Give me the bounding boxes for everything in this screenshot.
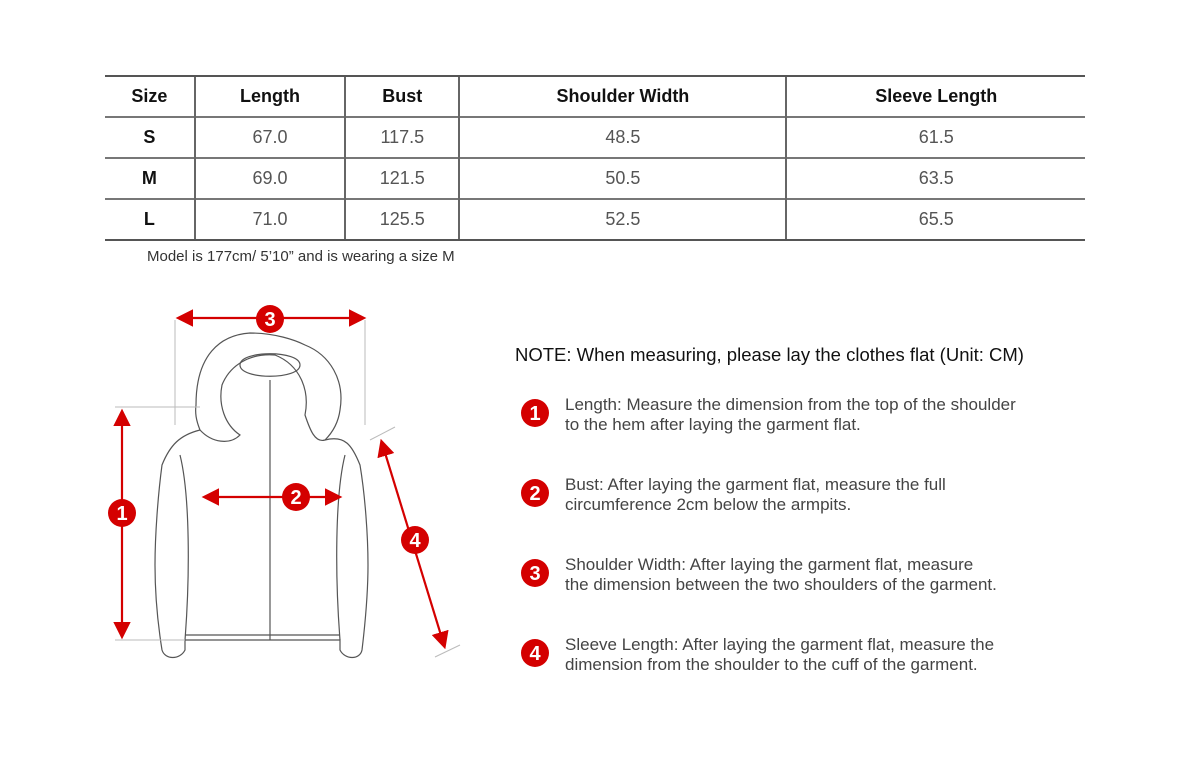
sleeve-cell: 61.5	[786, 117, 1085, 158]
header-size: Size	[105, 76, 195, 117]
step-text	[565, 555, 997, 595]
size-cell: L	[105, 199, 195, 240]
sleeve-cell: 63.5	[786, 158, 1085, 199]
marker-3	[256, 305, 284, 333]
table-row	[105, 199, 1085, 240]
bust-cell: 117.5	[345, 117, 459, 158]
table-row	[105, 117, 1085, 158]
size-chart-table	[105, 75, 1085, 241]
shoulder-cell: 50.5	[459, 158, 786, 199]
number-4-icon	[520, 638, 550, 668]
svg-text:4: 4	[409, 530, 421, 552]
step-text	[565, 635, 994, 675]
number-2-icon	[520, 478, 550, 508]
number-3-icon	[520, 558, 550, 588]
step-text	[565, 475, 946, 515]
svg-text:3: 3	[264, 309, 276, 331]
svg-text:1: 1	[529, 403, 541, 425]
step-line: circumference 2cm below the armpits.	[565, 495, 852, 514]
length-cell: 67.0	[195, 117, 345, 158]
shoulder-cell: 52.5	[459, 199, 786, 240]
step-line: the dimension between the two shoulders of the garment.	[565, 575, 997, 594]
svg-text:4: 4	[529, 643, 541, 665]
svg-text:2: 2	[529, 483, 541, 505]
jacket-measurement-diagram	[100, 295, 480, 715]
bust-cell: 121.5	[345, 158, 459, 199]
step-sleeve-length	[520, 635, 1140, 685]
length-cell: 71.0	[195, 199, 345, 240]
step-shoulder-width	[520, 555, 1140, 605]
bust-cell: 125.5	[345, 199, 459, 240]
marker-2	[282, 483, 310, 511]
number-1-icon	[520, 398, 550, 428]
svg-text:1: 1	[116, 503, 128, 525]
length-cell: 69.0	[195, 158, 345, 199]
step-bust	[520, 475, 1140, 525]
svg-text:2: 2	[290, 487, 302, 509]
note-title: NOTE: When measuring, please lay the clothes flat (Unit: CM)	[515, 344, 1024, 365]
step-line: Sleeve Length: After laying the garment flat, measure the	[565, 635, 995, 654]
step-line: Shoulder Width: After laying the garment flat, measure	[565, 555, 974, 574]
step-text	[565, 395, 1016, 435]
header-shoulder-width: Shoulder Width	[459, 76, 786, 117]
header-sleeve-length: Sleeve Length	[786, 76, 1085, 117]
step-length	[520, 395, 1140, 445]
model-note: Model is 177cm/ 5’10” and is wearing a size M	[147, 248, 455, 265]
size-cell: M	[105, 158, 195, 199]
step-line: dimension from the shoulder to the cuff of the garment.	[565, 655, 978, 674]
shoulder-cell: 48.5	[459, 117, 786, 158]
marker-4	[401, 526, 429, 554]
measurement-arrows	[122, 318, 444, 645]
jacket-outline	[155, 333, 368, 658]
header-length: Length	[195, 76, 345, 117]
sleeve-cell: 65.5	[786, 199, 1085, 240]
table-row	[105, 158, 1085, 199]
size-cell: S	[105, 117, 195, 158]
step-line: Bust: After laying the garment flat, measure the full	[565, 475, 946, 494]
step-line: Length: Measure the dimension from the top of the shoulder	[565, 395, 1016, 414]
step-line: to the hem after laying the garment flat.	[565, 415, 861, 434]
header-bust: Bust	[345, 76, 459, 117]
marker-1	[108, 499, 136, 527]
svg-text:3: 3	[529, 563, 541, 585]
table-header-row	[105, 76, 1085, 117]
